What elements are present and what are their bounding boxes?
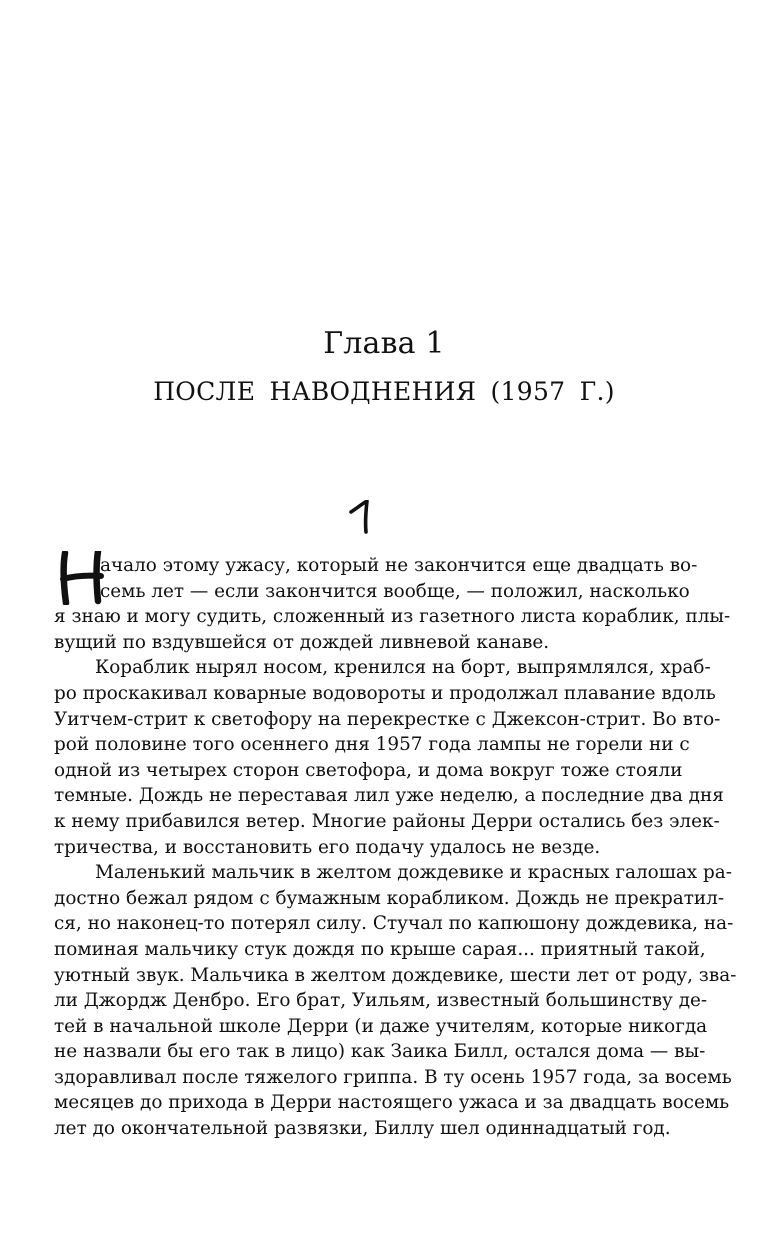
text-line: ся, но наконец-то потерял силу. Стучал по капюшону дождевика, на- — [54, 913, 734, 935]
text-line: я знаю и могу судить, сложенный из газетного листа кораблик, плы- — [54, 606, 731, 628]
chapter-label: Глава 1 — [323, 326, 445, 361]
text-line: не назвали бы его так в лицо) как Заика Билл, остался дома — вы- — [54, 1041, 706, 1063]
text-line: ачало этому ужасу, который не закончится еще двадцать во- — [100, 555, 698, 576]
text-line: ро проскакивал коварные водовороты и продолжал плавание вдоль — [54, 682, 716, 704]
text-line: лет до окончательной развязки, Биллу шел одиннадцатый год. — [54, 1118, 671, 1140]
section-number-glyph — [348, 500, 374, 534]
text-line: семь лет — если закончится вообще, — положил, насколько — [100, 580, 690, 602]
text-line: здоравливал после тяжелого гриппа. В ту осень 1957 года, за восемь — [54, 1066, 732, 1088]
text-line: ли Джордж Денбро. Его брат, Уильям, известный большинству де- — [54, 990, 708, 1012]
text-line: Кораблик нырял носом, кренился на борт, выпрямлялся, храб- — [95, 657, 711, 679]
text-line: одной из четырех сторон светофора, и дома вокруг тоже стояли — [54, 759, 683, 781]
text-line: вущий по вздувшейся от дождей ливневой канаве. — [54, 631, 550, 653]
text-line: Уитчем-стрит к светофору на перекрестке с Джексон-стрит. Во вто- — [54, 708, 721, 730]
text-line: достно бежал рядом с бумажным корабликом. Дождь не прекратил- — [54, 887, 725, 909]
text-line: темные. Дождь не переставая лил уже неделю, а последние два дня — [54, 785, 724, 807]
text-line: рой половине того осеннего дня 1957 года лампы не горели ни с — [54, 734, 690, 756]
text-line: Маленький мальчик в желтом дождевике и красных галошах ра- — [95, 862, 732, 884]
text-line: тричества, и восстановить его подачу удалось не везде. — [54, 836, 601, 858]
body-text — [54, 553, 737, 1142]
chapter-title: ПОСЛЕ НАВОДНЕНИЯ (1957 Г.) — [153, 377, 615, 406]
text-line: тей в начальной школе Дерри (и даже учителям, которые никогда — [54, 1015, 708, 1037]
text-line: уютный звук. Мальчика в желтом дождевике, шести лет от роду, зва- — [54, 964, 737, 986]
text-line: поминая мальчику стук дождя по крыше сарая... приятный такой, — [54, 938, 706, 960]
text-line: к нему прибавился ветер. Многие районы Дерри остались без элек- — [54, 810, 720, 832]
text-line: месяцев до прихода в Дерри настоящего ужаса и за двадцать восемь — [54, 1092, 730, 1114]
